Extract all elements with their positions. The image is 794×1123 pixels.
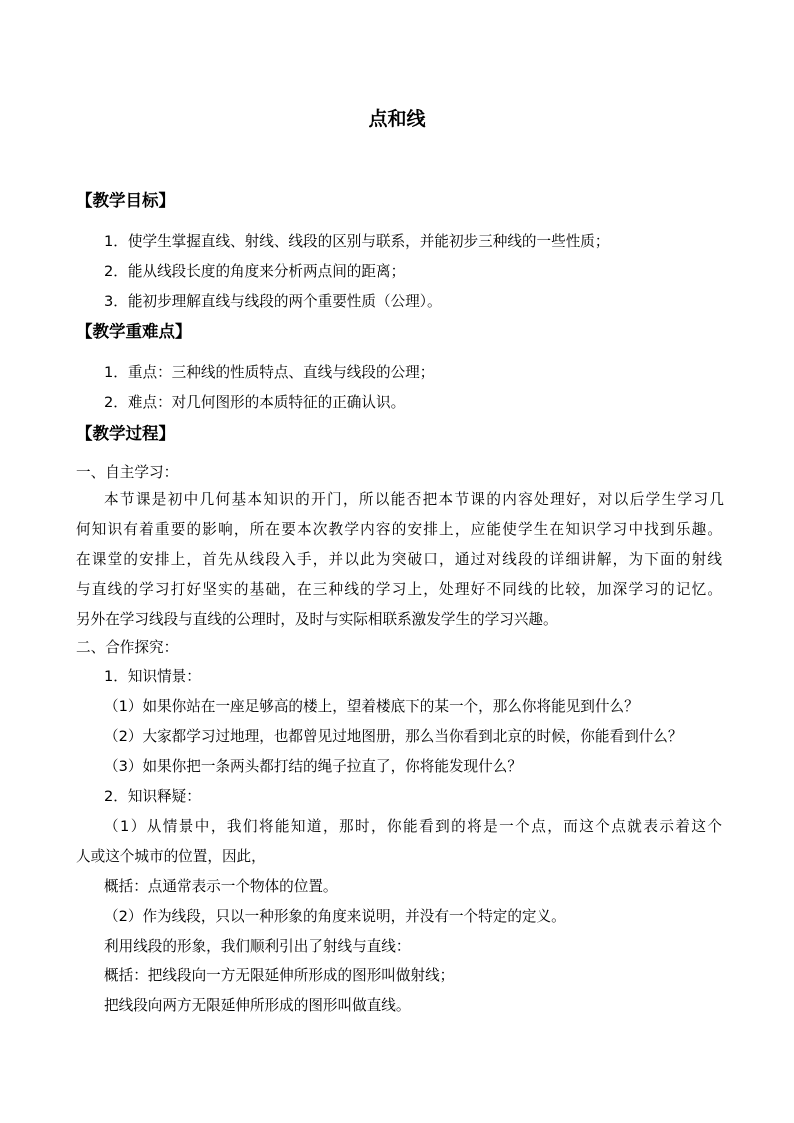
- page-title: 点和线: [368, 108, 426, 130]
- explanation-line: （1）从情景中，我们将能知道，那时，你能看到的将是一个点，而这个点就表示着这个: [104, 818, 722, 835]
- keypoint-item: 2．难点：对几何图形的本质特征的正确认识。: [104, 394, 406, 411]
- paragraph-line: 与直线的学习打好坚实的基础，在三种线的学习上，处理好不同线的比较，加深学习的记忆。: [76, 581, 722, 598]
- sub2-title: 2．知识释疑：: [104, 788, 201, 805]
- section-heading-process: 【教学过程】: [76, 424, 175, 443]
- part1-title: 一、自主学习：: [76, 464, 179, 481]
- keypoint-item: 1．重点：三种线的性质特点、直线与线段的公理；: [104, 364, 435, 381]
- explanation-line: 利用线段的形象，我们顺利引出了射线与直线：: [104, 938, 411, 955]
- explanation-line: 概括：点通常表示一个物体的位置。: [104, 878, 338, 895]
- goal-item: 1．使学生掌握直线、射线、线段的区别与联系，并能初步三种线的一些性质；: [104, 233, 610, 250]
- explanation-line: 概括：把线段向一方无限延伸所形成的图形叫做射线；: [104, 967, 455, 984]
- paragraph-line: 本节课是初中几何基本知识的开门，所以能否把本节课的内容处理好，对以后学生学习几: [104, 491, 724, 508]
- goal-item: 3．能初步理解直线与线段的两个重要性质（公理）。: [104, 293, 442, 310]
- scenario-item: （2）大家都学习过地理，也都曾见过地图册，那么当你看到北京的时候，你能看到什么？: [104, 728, 683, 745]
- paragraph-line: 在课堂的安排上，首先从线段入手，并以此为突破口，通过对线段的详细讲解，为下面的射线: [76, 551, 722, 568]
- explanation-line: 人或这个城市的位置，因此，: [76, 848, 266, 865]
- goal-item: 2．能从线段长度的角度来分析两点间的距离；: [104, 263, 406, 280]
- scenario-item: （1）如果你站在一座足够高的楼上，望着楼底下的某一个，那么你将能见到什么？: [104, 698, 639, 715]
- section-heading-goals: 【教学目标】: [76, 191, 175, 210]
- paragraph-line: 何知识有着重要的影响，所在要本次教学内容的安排上，应能使学生在知识学习中找到乐趣。: [76, 521, 722, 538]
- sub1-title: 1．知识情景：: [104, 668, 201, 685]
- explanation-line: （2）作为线段，只以一种形象的角度来说明，并没有一个特定的定义。: [104, 908, 566, 925]
- scenario-item: （3）如果你把一条两头都打结的绳子拉直了，你将能发现什么？: [104, 758, 522, 775]
- part2-title: 二、合作探究：: [76, 639, 179, 656]
- section-heading-keypoints: 【教学重难点】: [76, 322, 192, 341]
- paragraph-line: 另外在学习线段与直线的公理时，及时与实际相联系激发学生的学习兴趣。: [76, 611, 558, 628]
- explanation-line: 把线段向两方无限延伸所形成的图形叫做直线。: [104, 997, 411, 1014]
